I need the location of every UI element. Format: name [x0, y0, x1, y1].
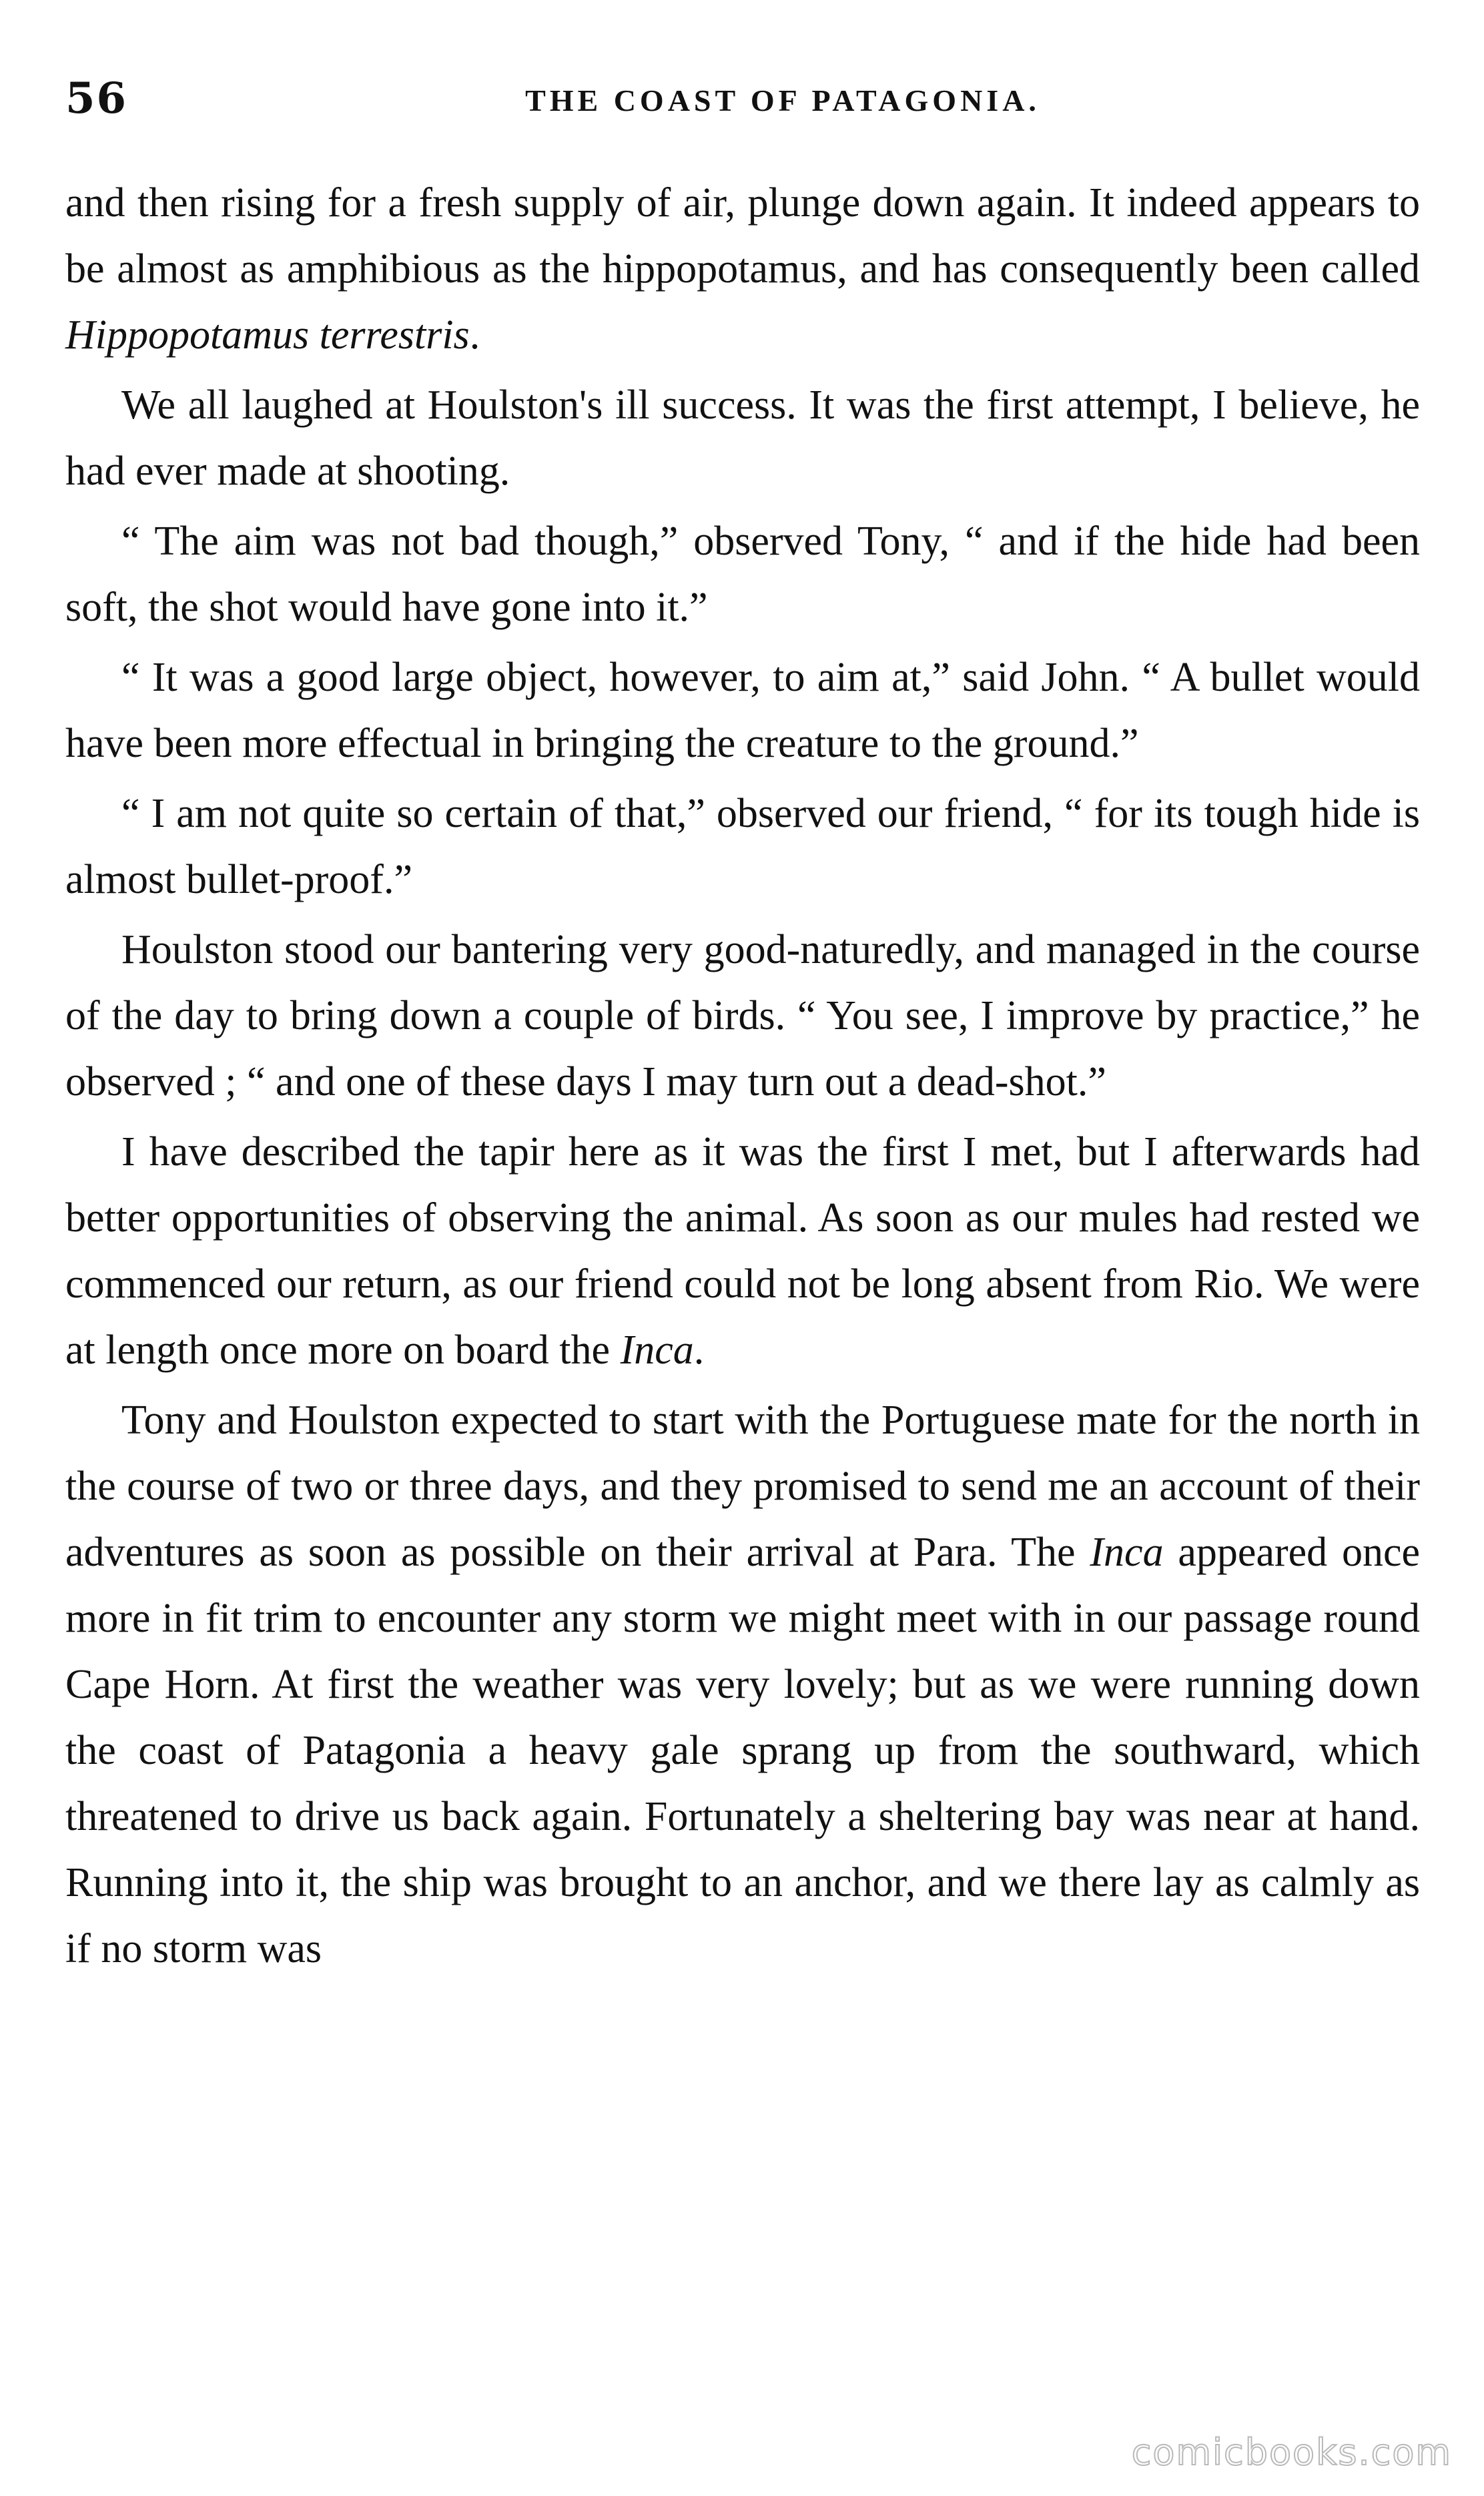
body-text [65, 170, 1420, 1982]
paragraph-7-italic: Inca [620, 1327, 694, 1373]
paragraph-1-text-a: and then rising for a fresh supply of air, plunge down again. It indeed appears to be almost as amphibious as the hippopotamus, and has consequently been called [65, 180, 1420, 292]
paragraph-5: “ I am not quite so certain of that,” observed our friend, “ for its tough hide is almost bullet-proof.” [65, 791, 1420, 902]
page-number: 56 [65, 73, 128, 123]
paragraph-8-italic: Inca [1090, 1530, 1164, 1575]
page-header [65, 73, 1420, 133]
paragraph-7-text-b: . [693, 1327, 705, 1373]
paragraph-1-text-b: . [469, 312, 480, 358]
watermark: comicbooks.com [1131, 2431, 1452, 2473]
paragraph-8-text-a: Tony and Houlston expected to start with the Portuguese mate for the north in the course of two or three days, and they promised to send me an account of their adventures as soon as possible on their arrival at Para. The [65, 1397, 1420, 1575]
paragraph-1 [65, 170, 1420, 368]
paragraph-4: “ It was a good large object, however, to aim at,” said John. “ A bullet would have been more effectual in bringing the creature to the ground.” [65, 655, 1420, 766]
paragraph-1-italic: Hippopotamus terrestris [65, 312, 470, 358]
paragraph-3: “ The aim was not bad though,” observed Tony, “ and if the hide had been soft, the shot would have gone into it.” [65, 519, 1420, 630]
paragraph-7-text-a: I have described the tapir here as it was the first I met, but I afterwards had better opportunities of observing the animal. As soon as our mules had rested we commenced our return, as our friend could not be long absent from Rio. We were at length once more on board the [65, 1129, 1420, 1373]
paragraph-2: We all laughed at Houlston's ill success. It was the first attempt, I believe, he had ever made at shooting. [65, 382, 1420, 494]
paragraph-7 [65, 1119, 1420, 1383]
running-head: THE COAST OF PATAGONIA. [525, 83, 1040, 117]
paragraph-8-text-b: appeared once more in fit trim to encounter any storm we might meet with in our passage round Cape Horn. At first the weather was very lovely; but as we were running down the coast of Patagonia a heavy gale sprang up from the southward, which threatened to drive us back again. Fortunately a sheltering bay was near at hand. Running into it, the ship was brought to an anchor, and we there lay as calmly as if no storm was [65, 1530, 1420, 1971]
paragraph-8 [65, 1387, 1420, 1982]
paragraph-6: Houlston stood our bantering very good-naturedly, and managed in the course of the day to bring down a couple of birds. “ You see, I improve by practice,” he observed ; “ and one of these days I may turn out a dead-shot.” [65, 927, 1420, 1105]
